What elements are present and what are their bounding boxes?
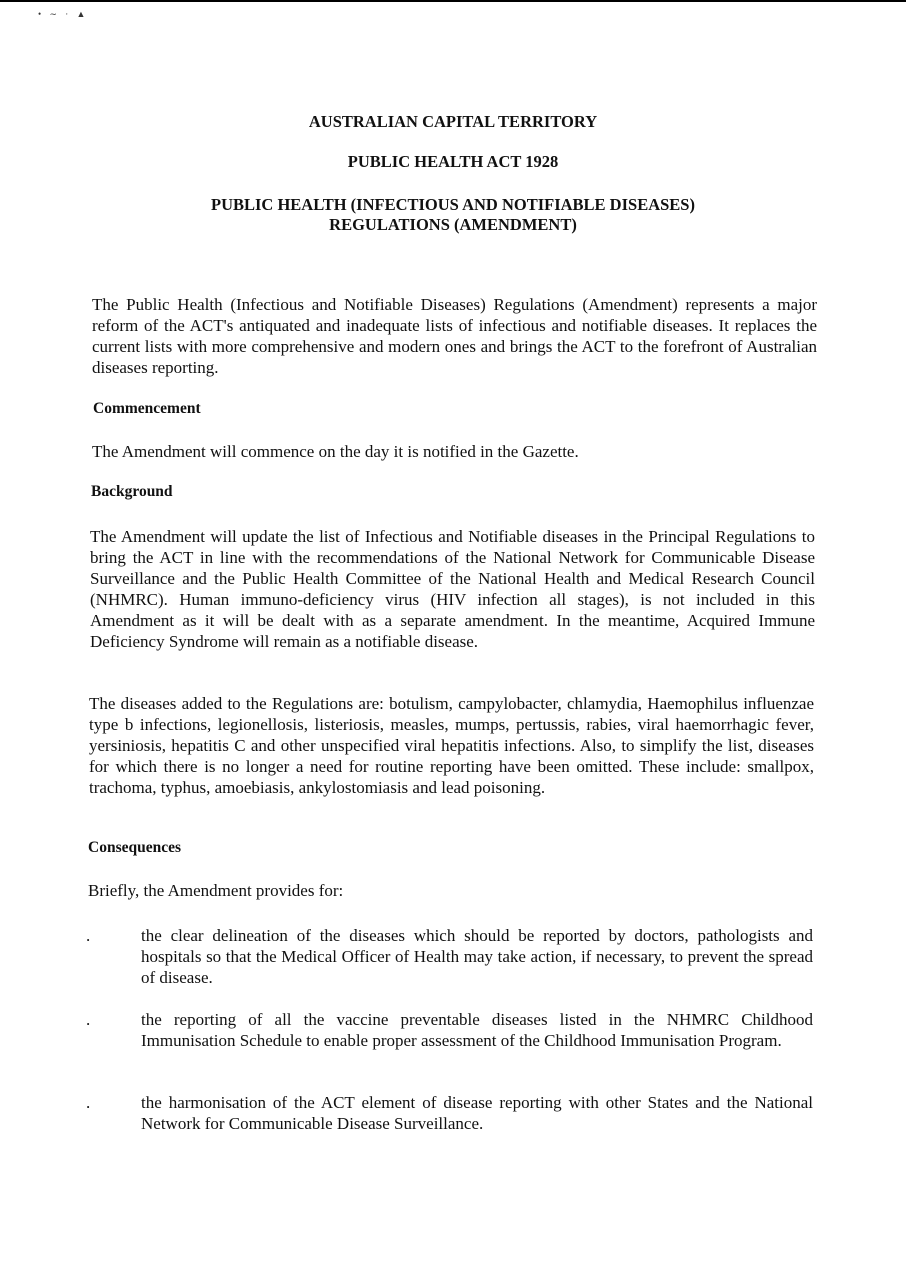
bullet-marker: . bbox=[86, 1010, 91, 1029]
background-paragraph-1: The Amendment will update the list of Infectious and Notifiable diseases in the Principal Regulations to bring the ACT in line with the recommendations of the National Network for Communicable Disease Surveillance and the Public Health Committee of the National Health and Medical Research Council (NHMRC). Human immuno-deficiency virus (HIV infection all stages), is not included in this Amendment as it will be dealt with as a separate amendment. In the meantime, Acquired Immune Deficiency Syndrome will remain as a notifiable disease. bbox=[90, 527, 815, 651]
consequences-intro: Briefly, the Amendment provides for: bbox=[88, 881, 344, 900]
commencement-heading: Commencement bbox=[93, 400, 201, 417]
territory-heading: AUSTRALIAN CAPITAL TERRITORY bbox=[308, 112, 598, 131]
background-heading: Background bbox=[91, 483, 173, 500]
bullet-marker: . bbox=[86, 1093, 91, 1112]
commencement-text: The Amendment will commence on the day it is notified in the Gazette. bbox=[92, 442, 579, 461]
bullet-marker: . bbox=[86, 926, 91, 945]
background-paragraph-2: The diseases added to the Regulations are: botulism, campylobacter, chlamydia, Haemophilus influenzae type b infections, legionellosis, listeriosis, measles, mumps, pertussis, rabies, viral haemorrhagic fever, yersiniosis, hepatitis C and other unspecified viral hepatitis infections. Also, to simplify the list, diseases for which there is no longer a need for routine reporting have been omitted. These include: smallpox, trachoma, typhus, amoebiasis, ankylostomiasis and lead poisoning. bbox=[89, 694, 814, 797]
list-item-text: the harmonisation of the ACT element of disease reporting with other States and the National Network for Communicable Disease Surveillance. bbox=[141, 1093, 813, 1133]
act-heading: PUBLIC HEALTH ACT 1928 bbox=[347, 152, 559, 171]
scan-top-edge bbox=[0, 0, 906, 2]
consequences-heading: Consequences bbox=[88, 839, 182, 856]
scan-marks: • ∼ · ▲ bbox=[38, 9, 89, 19]
list-item-text: the clear delineation of the diseases which should be reported by doctors, pathologists and hospitals so that the Medical Officer of Health may take action, if necessary, to prevent the spread of disease. bbox=[141, 926, 813, 987]
regulation-heading-line2: REGULATIONS (AMENDMENT) bbox=[329, 215, 577, 234]
list-item-text: the reporting of all the vaccine preventable diseases listed in the NHMRC Childhood Immunisation Schedule to enable proper assessment of the Childhood Immunisation Program. bbox=[141, 1010, 813, 1050]
regulation-heading-line1: PUBLIC HEALTH (INFECTIOUS AND NOTIFIABLE DISEASES) bbox=[211, 195, 695, 214]
intro-paragraph: The Public Health (Infectious and Notifiable Diseases) Regulations (Amendment) represents a major reform of the ACT's antiquated and inadequate lists of infectious and notifiable diseases. It replaces the current lists with more comprehensive and modern ones and brings the ACT to the forefront of Australian diseases reporting. bbox=[92, 295, 817, 377]
